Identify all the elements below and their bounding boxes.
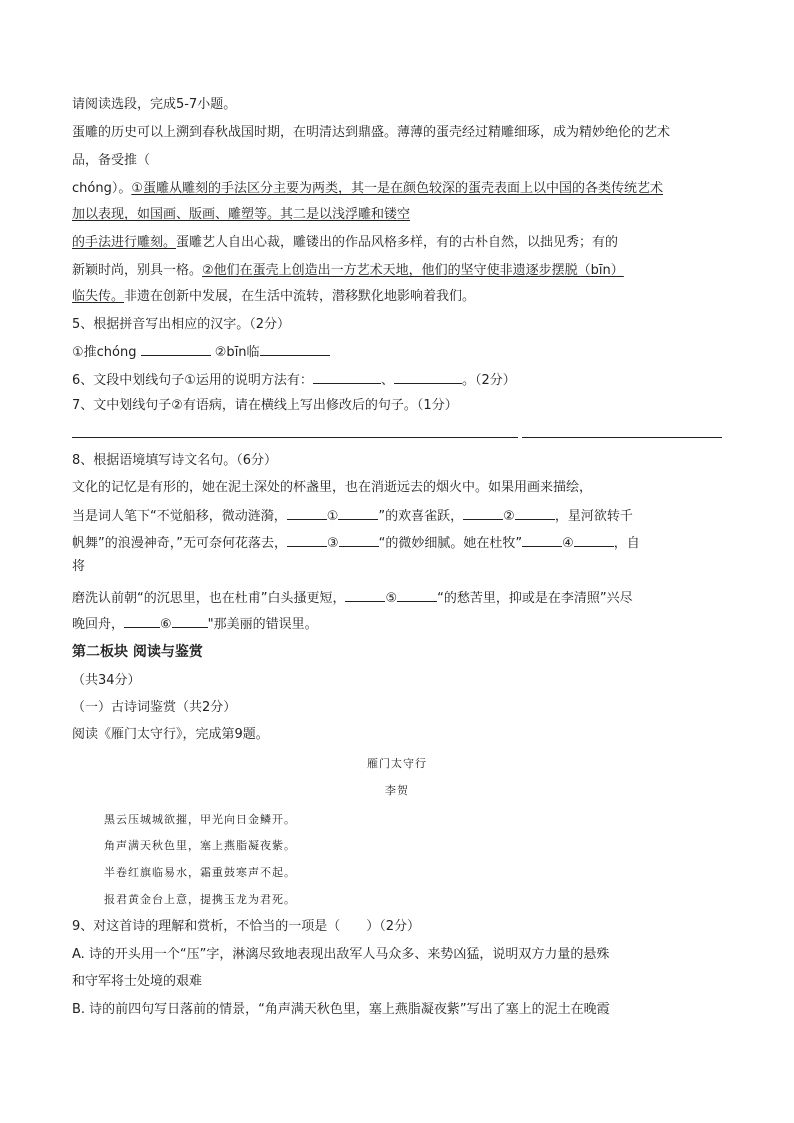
q8-line-2 xyxy=(72,506,633,526)
q8-text: 磨洗认前朝“的沉思里，也在杜甫”白头搔更短， xyxy=(72,591,346,606)
q8-text: "那美丽的错误里。 xyxy=(207,617,318,632)
question-9-stem: 9、对这首诗的理解和赏析，不恰当的一项是（ ）（2分） xyxy=(72,919,421,934)
q9-option-a-line-1: A. 诗的开头用一个“压”字，淋漓尽致地表现出敌军人马众多、来势凶猛，说明双方力量的悬殊 xyxy=(72,947,610,962)
q8-blank-marker-1: ① xyxy=(326,509,339,524)
poem-line-3: 半卷红旗临易水，霜重鼓寒声不起。 xyxy=(104,866,296,879)
poem-line-1: 黑云压城城欲摧，甲光向日金鳞开。 xyxy=(104,813,296,826)
q8-blank-marker-5: ⑤ xyxy=(385,591,398,606)
passage-pinyin: chóng）。 xyxy=(72,181,132,196)
underlined-sentence-1: ①蛋雕从雕刻的手法区分主要为两类，其一是在颜色较深的蛋壳表面上以中国的各类传统艺术 xyxy=(131,181,663,196)
q8-text: “的微妙细腻。她在杜牧” xyxy=(378,536,523,551)
intro-text: 请阅读选段，完成5-7小题。 xyxy=(72,97,237,112)
q9-option-a-line-2: 和守军将士处境的艰难 xyxy=(72,974,203,989)
q8-line-4: 将 xyxy=(72,559,86,574)
question-5-stem: 5、根据拼音写出相应的汉字。（2分） xyxy=(72,317,291,332)
q8-text: “的愁苦里，抑或是在李清照”兴尽 xyxy=(437,591,633,606)
underlined-sentence-1-end: 的手法进行雕刻。 xyxy=(72,235,177,250)
question-5-parts xyxy=(72,342,330,362)
underlined-sentence-2: ②他们在蛋壳上创造出一方艺术天地，他们的坚守使非遗逐步摆脱（bīn） xyxy=(202,263,624,278)
q5-part-2: ②bīn临 xyxy=(214,345,260,360)
poem-line-4: 报君黄金台上意，提携玉龙为君死。 xyxy=(104,893,296,906)
q8-blank-marker-4: ④ xyxy=(562,536,574,551)
passage-text: 非遗在创新中发展，在生活中流转，潜移默化地影响着我们。 xyxy=(124,289,476,304)
underlined-sentence-2-end: 临失传。 xyxy=(72,289,125,304)
q8-blank-marker-2: ② xyxy=(503,509,515,524)
q8-blank-5a[interactable] xyxy=(345,588,385,602)
q7-answer-line-1[interactable] xyxy=(72,437,518,438)
q8-line-5 xyxy=(72,588,633,608)
q8-line-3 xyxy=(72,533,640,553)
q8-blank-3a[interactable] xyxy=(287,533,327,547)
q8-text: 晚回舟， xyxy=(72,617,125,632)
passage-line-1: 蛋雕的历史可以上溯到春秋战国时期，在明清达到鼎盛。薄薄的蛋壳经过精雕细琢，成为精妙绝伦的艺术 xyxy=(72,125,671,140)
q8-blank-marker-6: ⑥ xyxy=(160,617,172,632)
section-2-score: （共34分） xyxy=(72,673,141,688)
q6-stem: 6、文段中划线句子①运用的说明方法有： xyxy=(72,373,313,388)
poem-author: 李贺 xyxy=(385,784,409,797)
passage-line-3 xyxy=(72,180,663,198)
question-6 xyxy=(72,370,516,390)
q8-blank-3b[interactable] xyxy=(339,533,379,547)
passage-line-2: 品，备受推（ xyxy=(72,153,151,168)
poem-line-2: 角声满天秋色里，塞上燕脂凝夜紫。 xyxy=(104,839,296,852)
question-7-stem: 7、文中划线句子②有语病，请在横线上写出修改后的句子。（1分） xyxy=(72,398,458,413)
q8-blank-5b[interactable] xyxy=(397,588,437,602)
poem-title: 雁门太守行 xyxy=(367,757,427,770)
q8-blank-4a[interactable] xyxy=(522,533,562,547)
q8-text: ，星河欲转千 xyxy=(554,509,633,524)
q8-line-6 xyxy=(72,614,318,634)
q6-answer-blank-1[interactable] xyxy=(313,370,381,384)
q8-blank-6b[interactable] xyxy=(172,614,208,628)
reading-instruction: 阅读《雁门太守行》，完成第9题。 xyxy=(72,727,269,742)
underlined-sentence-1-cont: 加以表现，如国画、版画、雕塑等。其二是以浅浮雕和镂空 xyxy=(72,207,411,222)
question-8-stem: 8、根据语境填写诗文名句。（6分） xyxy=(72,453,278,468)
passage-line-5 xyxy=(72,234,618,252)
q9-option-b-line-1: B. 诗的前四句写日落前的情景，“角声满天秋色里，塞上燕脂凝夜紫”写出了塞上的泥土在晚霞 xyxy=(72,1002,610,1017)
passage-line-7 xyxy=(72,288,475,306)
section-2-title: 第二板块 阅读与鉴赏 xyxy=(72,644,203,660)
passage-line-6 xyxy=(72,262,624,280)
q8-text: 帆舞”的浪漫神奇，”无可奈何花落去， xyxy=(72,536,287,551)
q6-separator: 、 xyxy=(380,373,394,388)
q8-blank-2a[interactable] xyxy=(463,506,503,520)
q6-answer-blank-2[interactable] xyxy=(394,370,462,384)
q8-blank-1a[interactable] xyxy=(287,506,327,520)
q8-blank-4b[interactable] xyxy=(574,533,614,547)
q8-blank-2b[interactable] xyxy=(515,506,555,520)
q8-blank-marker-3: ③ xyxy=(326,536,339,551)
q5-answer-blank-2[interactable] xyxy=(260,342,330,356)
passage-text: 蛋雕艺人自出心裁，雕镂出的作品风格多样，有的古朴自然，以拙见秀；有的 xyxy=(176,235,619,250)
q8-blank-1b[interactable] xyxy=(338,506,378,520)
q8-line-1: 文化的记忆是有形的，她在泥土深处的杯盏里，也在消逝远去的烟火中。如果用画来描绘， xyxy=(72,480,593,495)
q5-answer-blank-1[interactable] xyxy=(141,342,211,356)
q6-end: 。（2分） xyxy=(461,373,516,388)
q8-text: ”的欢喜雀跃， xyxy=(378,509,464,524)
q7-answer-line-2[interactable] xyxy=(522,437,722,438)
q8-text: 当是词人笔下“不觉船移，微动涟漪， xyxy=(72,509,287,524)
passage-text: 新颖时尚，别具一格。 xyxy=(72,263,203,278)
q5-part-1: ①推chóng xyxy=(72,345,137,360)
q8-text: ，自 xyxy=(613,536,640,551)
q8-blank-6a[interactable] xyxy=(124,614,160,628)
subsection-1-title: （一）古诗词鉴赏（共2分） xyxy=(72,700,237,715)
